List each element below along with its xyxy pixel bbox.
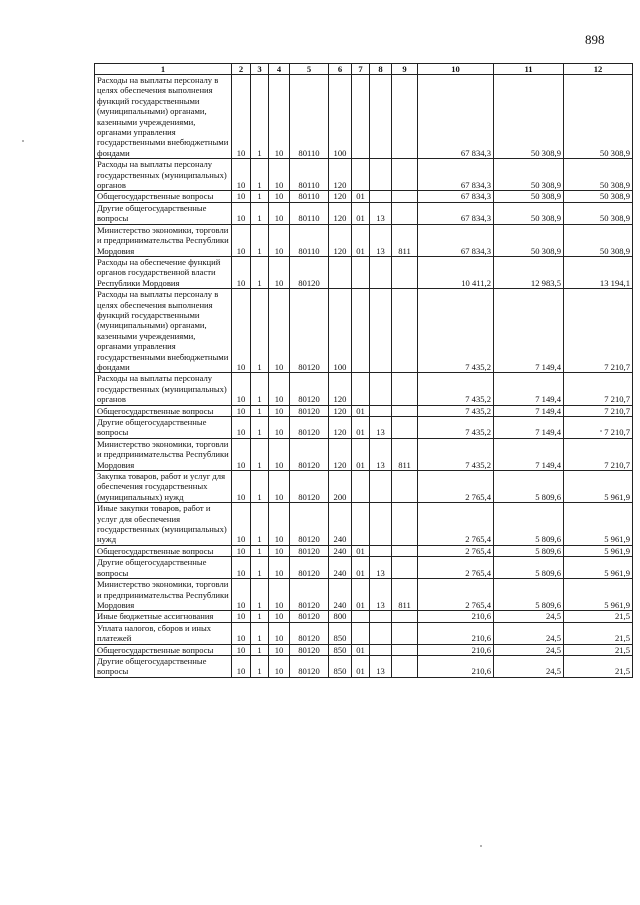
amount-cell: 2 765,4 (418, 503, 494, 546)
code-cell: 10 (269, 256, 290, 288)
code-cell: 1 (251, 438, 269, 470)
code-cell: 1 (251, 417, 269, 439)
code-cell (392, 256, 418, 288)
row-name-cell: Общегосударственные вопросы (95, 545, 232, 556)
code-cell: 1 (251, 289, 269, 373)
code-cell (370, 503, 392, 546)
row-name-cell: Общегосударственные вопросы (95, 405, 232, 416)
code-cell: 850 (329, 644, 352, 655)
code-cell: 1 (251, 579, 269, 611)
row-name-cell: Другие общегосударственные вопросы (95, 202, 232, 224)
code-cell: 10 (232, 417, 251, 439)
code-cell: 10 (269, 557, 290, 579)
code-cell: 10 (232, 191, 251, 202)
code-cell: 01 (352, 557, 370, 579)
amount-cell: 7 149,4 (494, 405, 564, 416)
row-name-cell: Министерство экономики, торговли и предпринимательства Республики Мордовия (95, 579, 232, 611)
code-cell: 13 (370, 557, 392, 579)
row-name-cell: Министерство экономики, торговли и предпринимательства Республики Мордовия (95, 438, 232, 470)
code-cell: 80110 (290, 159, 329, 191)
row-name-cell: Расходы на выплаты персоналу государственных (муниципальных) органов (95, 159, 232, 191)
budget-table (94, 63, 633, 678)
amount-cell: 24,5 (494, 655, 564, 677)
amount-cell: 5 961,9 (564, 503, 633, 546)
table-row (95, 159, 633, 191)
row-name-cell: Расходы на выплаты персоналу государственных (муниципальных) органов (95, 373, 232, 405)
code-cell (370, 471, 392, 503)
amount-cell: 210,6 (418, 622, 494, 644)
code-cell: 10 (269, 373, 290, 405)
code-cell: 10 (232, 405, 251, 416)
code-cell: 1 (251, 622, 269, 644)
code-cell (392, 557, 418, 579)
amount-cell: 12 983,5 (494, 256, 564, 288)
row-name-cell: Другие общегосударственные вопросы (95, 557, 232, 579)
amount-cell: 50 308,9 (564, 75, 633, 159)
row-name-cell: Министерство экономики, торговли и предпринимательства Республики Мордовия (95, 224, 232, 256)
amount-cell: 7 149,4 (494, 289, 564, 373)
code-cell: 13 (370, 417, 392, 439)
code-cell: 10 (232, 256, 251, 288)
code-cell: 10 (269, 224, 290, 256)
code-cell (392, 655, 418, 677)
table-row (95, 545, 633, 556)
amount-cell: 24,5 (494, 644, 564, 655)
code-cell: 10 (232, 545, 251, 556)
code-cell: 10 (232, 202, 251, 224)
code-cell: 10 (269, 611, 290, 622)
code-cell: 10 (269, 417, 290, 439)
code-cell (352, 159, 370, 191)
code-cell: 1 (251, 256, 269, 288)
code-cell (370, 644, 392, 655)
amount-cell: 5 961,9 (564, 545, 633, 556)
code-cell: 80120 (290, 503, 329, 546)
code-cell: 80120 (290, 579, 329, 611)
table-row (95, 622, 633, 644)
table-row (95, 191, 633, 202)
code-cell: 1 (251, 224, 269, 256)
code-cell: 10 (232, 622, 251, 644)
code-cell: 200 (329, 471, 352, 503)
amount-cell: 21,5 (564, 655, 633, 677)
code-cell: 10 (269, 622, 290, 644)
code-cell (329, 256, 352, 288)
scan-speck (22, 140, 24, 142)
code-cell: 01 (352, 224, 370, 256)
code-cell (352, 289, 370, 373)
code-cell (352, 373, 370, 405)
code-cell: 80110 (290, 202, 329, 224)
code-cell: 10 (232, 75, 251, 159)
amount-cell: 5 961,9 (564, 557, 633, 579)
row-name-cell: Иные закупки товаров, работ и услуг для обеспечения государственных (муниципальных) нужд (95, 503, 232, 546)
code-cell (370, 545, 392, 556)
table-body (95, 75, 633, 678)
amount-cell: 210,6 (418, 644, 494, 655)
code-cell: 10 (269, 405, 290, 416)
code-cell (392, 611, 418, 622)
amount-cell: 7 210,7 (564, 373, 633, 405)
code-cell: 1 (251, 557, 269, 579)
amount-cell: 7 435,2 (418, 417, 494, 439)
code-cell: 1 (251, 191, 269, 202)
amount-cell: 210,6 (418, 655, 494, 677)
amount-cell: 67 834,3 (418, 159, 494, 191)
row-name-cell: Общегосударственные вопросы (95, 191, 232, 202)
amount-cell: 50 308,9 (564, 159, 633, 191)
code-cell: 01 (352, 405, 370, 416)
code-cell: 240 (329, 503, 352, 546)
amount-cell: 7 210,7 (564, 417, 633, 439)
code-cell: 1 (251, 202, 269, 224)
code-cell: 01 (352, 644, 370, 655)
amount-cell: 7 149,4 (494, 417, 564, 439)
code-cell (392, 75, 418, 159)
header-cell: 11 (494, 64, 564, 75)
amount-cell: 5 809,6 (494, 545, 564, 556)
amount-cell: 7 435,2 (418, 438, 494, 470)
amount-cell: 5 809,6 (494, 557, 564, 579)
amount-cell: 5 809,6 (494, 503, 564, 546)
code-cell: 13 (370, 224, 392, 256)
code-cell (370, 159, 392, 191)
code-cell: 1 (251, 545, 269, 556)
amount-cell: 2 765,4 (418, 557, 494, 579)
code-cell: 80120 (290, 373, 329, 405)
amount-cell: 210,6 (418, 611, 494, 622)
header-cell: 1 (95, 64, 232, 75)
amount-cell: 67 834,3 (418, 202, 494, 224)
code-cell: 120 (329, 202, 352, 224)
table-row (95, 289, 633, 373)
code-cell: 10 (269, 579, 290, 611)
table-row (95, 417, 633, 439)
header-cell: 2 (232, 64, 251, 75)
code-cell: 1 (251, 159, 269, 191)
header-row (95, 64, 633, 75)
code-cell (392, 471, 418, 503)
code-cell: 811 (392, 438, 418, 470)
table-row (95, 471, 633, 503)
code-cell: 10 (232, 159, 251, 191)
code-cell: 120 (329, 224, 352, 256)
amount-cell: 24,5 (494, 611, 564, 622)
code-cell: 80110 (290, 191, 329, 202)
code-cell: 10 (232, 471, 251, 503)
code-cell: 10 (232, 644, 251, 655)
amount-cell: 2 765,4 (418, 545, 494, 556)
table-row (95, 557, 633, 579)
amount-cell: 2 765,4 (418, 579, 494, 611)
table-row (95, 256, 633, 288)
code-cell: 13 (370, 579, 392, 611)
amount-cell: 5 961,9 (564, 471, 633, 503)
code-cell (392, 191, 418, 202)
code-cell: 01 (352, 545, 370, 556)
code-cell: 01 (352, 191, 370, 202)
amount-cell: 7 435,2 (418, 289, 494, 373)
code-cell: 01 (352, 579, 370, 611)
code-cell: 1 (251, 611, 269, 622)
code-cell: 10 (232, 579, 251, 611)
code-cell: 80120 (290, 256, 329, 288)
amount-cell: 7 210,7 (564, 438, 633, 470)
code-cell (352, 611, 370, 622)
amount-cell: 21,5 (564, 622, 633, 644)
amount-cell: 50 308,9 (564, 191, 633, 202)
code-cell (370, 622, 392, 644)
amount-cell: 7 210,7 (564, 289, 633, 373)
code-cell: 1 (251, 644, 269, 655)
amount-cell: 67 834,3 (418, 75, 494, 159)
row-name-cell: Иные бюджетные ассигнования (95, 611, 232, 622)
table-row (95, 202, 633, 224)
code-cell: 13 (370, 438, 392, 470)
scan-speck (480, 845, 482, 847)
code-cell: 80110 (290, 75, 329, 159)
amount-cell: 67 834,3 (418, 191, 494, 202)
code-cell (370, 405, 392, 416)
code-cell: 01 (352, 202, 370, 224)
row-name-cell: Расходы на выплаты персоналу в целях обеспечения выполнения функций государственными (муниципальными) органами, казенными учреждениями, органами управления государственными внебюджетными фондами (95, 289, 232, 373)
code-cell (392, 545, 418, 556)
header-cell: 9 (392, 64, 418, 75)
code-cell: 10 (232, 224, 251, 256)
code-cell: 850 (329, 622, 352, 644)
code-cell: 240 (329, 579, 352, 611)
code-cell: 10 (232, 438, 251, 470)
row-name-cell: Другие общегосударственные вопросы (95, 655, 232, 677)
page-number: 898 (585, 32, 605, 47)
code-cell (352, 75, 370, 159)
amount-cell: 50 308,9 (494, 159, 564, 191)
amount-cell: 10 411,2 (418, 256, 494, 288)
amount-cell: 21,5 (564, 611, 633, 622)
code-cell: 13 (370, 655, 392, 677)
table-row (95, 655, 633, 677)
table-row (95, 579, 633, 611)
code-cell: 10 (269, 471, 290, 503)
code-cell: 80120 (290, 611, 329, 622)
code-cell: 240 (329, 545, 352, 556)
code-cell: 10 (232, 503, 251, 546)
code-cell: 10 (269, 75, 290, 159)
code-cell: 10 (232, 289, 251, 373)
code-cell: 10 (232, 557, 251, 579)
code-cell: 10 (269, 545, 290, 556)
amount-cell: 7 149,4 (494, 438, 564, 470)
code-cell (392, 622, 418, 644)
code-cell: 1 (251, 655, 269, 677)
row-name-cell: Уплата налогов, сборов и иных платежей (95, 622, 232, 644)
table-row (95, 644, 633, 655)
header-cell: 5 (290, 64, 329, 75)
code-cell (392, 373, 418, 405)
code-cell (370, 75, 392, 159)
code-cell (392, 289, 418, 373)
code-cell: 120 (329, 159, 352, 191)
amount-cell: 2 765,4 (418, 471, 494, 503)
code-cell (370, 191, 392, 202)
row-name-cell: Другие общегосударственные вопросы (95, 417, 232, 439)
code-cell (352, 622, 370, 644)
code-cell: 10 (232, 611, 251, 622)
code-cell: 1 (251, 503, 269, 546)
code-cell: 80120 (290, 557, 329, 579)
amount-cell: 24,5 (494, 622, 564, 644)
code-cell: 10 (269, 202, 290, 224)
amount-cell: 13 194,1 (564, 256, 633, 288)
code-cell: 80120 (290, 471, 329, 503)
code-cell (370, 256, 392, 288)
amount-cell: 67 834,3 (418, 224, 494, 256)
code-cell (352, 503, 370, 546)
amount-cell: 7 435,2 (418, 373, 494, 405)
amount-cell: 21,5 (564, 644, 633, 655)
code-cell: 1 (251, 405, 269, 416)
code-cell: 10 (269, 159, 290, 191)
amount-cell: 50 308,9 (494, 202, 564, 224)
code-cell (370, 373, 392, 405)
code-cell: 10 (269, 438, 290, 470)
code-cell: 811 (392, 224, 418, 256)
code-cell: 120 (329, 438, 352, 470)
header-cell: 7 (352, 64, 370, 75)
row-name-cell: Расходы на выплаты персоналу в целях обеспечения выполнения функций государственными (муниципальными) органами, казенными учреждениями, органами управления государственными внебюджетными фондами (95, 75, 232, 159)
amount-cell: 7 210,7 (564, 405, 633, 416)
code-cell: 10 (269, 191, 290, 202)
amount-cell: 50 308,9 (494, 75, 564, 159)
code-cell: 13 (370, 202, 392, 224)
header-cell: 8 (370, 64, 392, 75)
amount-cell: 7 435,2 (418, 405, 494, 416)
code-cell: 80120 (290, 644, 329, 655)
header-cell: 10 (418, 64, 494, 75)
header-cell: 12 (564, 64, 633, 75)
code-cell: 240 (329, 557, 352, 579)
table-row (95, 438, 633, 470)
code-cell (352, 256, 370, 288)
code-cell: 10 (232, 655, 251, 677)
code-cell: 10 (269, 644, 290, 655)
code-cell: 1 (251, 471, 269, 503)
header-cell: 6 (329, 64, 352, 75)
code-cell: 01 (352, 438, 370, 470)
code-cell (392, 644, 418, 655)
code-cell: 1 (251, 373, 269, 405)
code-cell: 120 (329, 373, 352, 405)
code-cell: 100 (329, 75, 352, 159)
table-row (95, 611, 633, 622)
row-name-cell: Общегосударственные вопросы (95, 644, 232, 655)
code-cell: 80120 (290, 289, 329, 373)
code-cell: 120 (329, 191, 352, 202)
code-cell (392, 159, 418, 191)
code-cell: 80120 (290, 417, 329, 439)
table-row (95, 373, 633, 405)
amount-cell: 5 961,9 (564, 579, 633, 611)
row-name-cell: Закупка товаров, работ и услуг для обеспечения государственных (муниципальных) нужд (95, 471, 232, 503)
code-cell: 80120 (290, 438, 329, 470)
code-cell: 811 (392, 579, 418, 611)
code-cell: 10 (269, 503, 290, 546)
code-cell: 1 (251, 75, 269, 159)
code-cell: 120 (329, 405, 352, 416)
code-cell: 850 (329, 655, 352, 677)
code-cell: 10 (269, 289, 290, 373)
code-cell (392, 503, 418, 546)
code-cell: 80120 (290, 655, 329, 677)
amount-cell: 5 809,6 (494, 579, 564, 611)
amount-cell: 5 809,6 (494, 471, 564, 503)
header-cell: 4 (269, 64, 290, 75)
code-cell: 120 (329, 417, 352, 439)
table-row (95, 224, 633, 256)
code-cell: 80120 (290, 405, 329, 416)
code-cell (370, 289, 392, 373)
scan-speck (600, 430, 602, 432)
table-row (95, 405, 633, 416)
code-cell (370, 611, 392, 622)
code-cell: 100 (329, 289, 352, 373)
code-cell: 01 (352, 417, 370, 439)
header-cell: 3 (251, 64, 269, 75)
amount-cell: 50 308,9 (494, 224, 564, 256)
code-cell (392, 202, 418, 224)
table-row (95, 503, 633, 546)
code-cell: 80120 (290, 545, 329, 556)
amount-cell: 7 149,4 (494, 373, 564, 405)
table-row (95, 75, 633, 159)
code-cell (352, 471, 370, 503)
row-name-cell: Расходы на обеспечение функций органов государственной власти Республики Мордовия (95, 256, 232, 288)
code-cell (392, 405, 418, 416)
code-cell: 80110 (290, 224, 329, 256)
amount-cell: 50 308,9 (494, 191, 564, 202)
code-cell: 80120 (290, 622, 329, 644)
amount-cell: 50 308,9 (564, 202, 633, 224)
code-cell: 10 (269, 655, 290, 677)
code-cell: 01 (352, 655, 370, 677)
code-cell: 800 (329, 611, 352, 622)
amount-cell: 50 308,9 (564, 224, 633, 256)
code-cell (392, 417, 418, 439)
code-cell: 10 (232, 373, 251, 405)
